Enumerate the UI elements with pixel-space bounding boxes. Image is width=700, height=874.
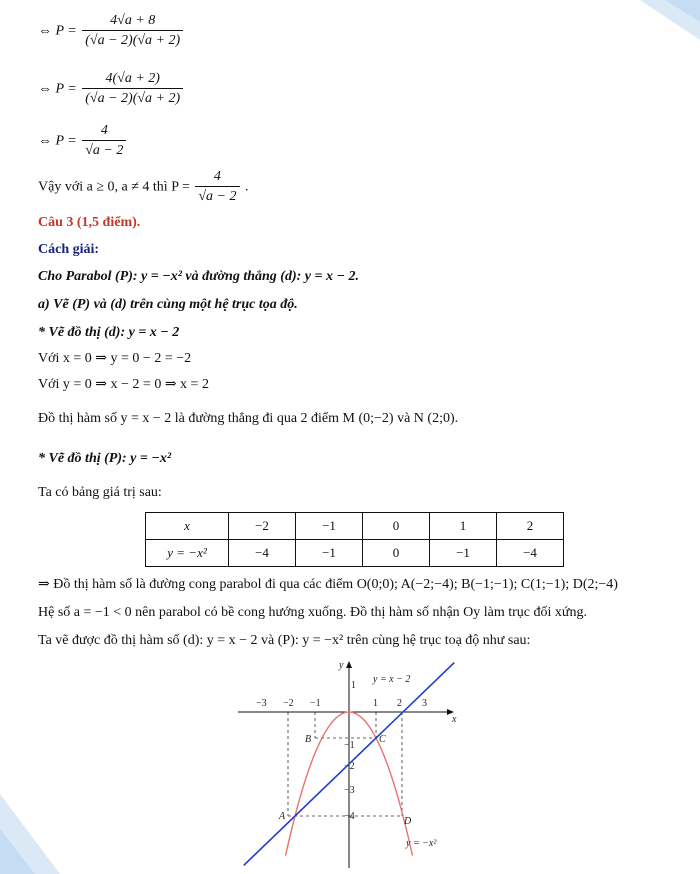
y-tick-label: −1 [344,740,355,751]
method-heading: Cách giải: [38,242,100,257]
table-header-y: y = −x² [146,540,229,567]
table-cell: −2 [229,513,296,540]
table-row-x [146,513,564,540]
line-graph-heading: * Vẽ đồ thị (d): y = x − 2 [38,325,180,340]
conclusion-text: Vậy với a ≥ 0, a ≠ 4 thì P = [38,179,190,195]
x-tick-label: 1 [373,698,378,709]
point-label-a: A [279,811,286,822]
value-table [145,512,564,567]
y-tick-label: −3 [344,785,355,796]
line-function-label: y = x − 2 [373,674,411,685]
point-label-c: C [379,734,386,745]
point-label-b: B [305,734,312,745]
fraction-numerator: 4(√a + 2) [82,70,183,89]
fraction-numerator: 4√a + 8 [82,12,183,31]
question-title: Câu 3 (1,5 điểm). [38,215,141,230]
equation-step-3 [38,122,128,161]
y-axis-arrow [346,661,352,668]
corner-decoration-top-right [610,0,700,40]
table-cell: 2 [497,513,564,540]
table-cell: −4 [229,540,296,567]
x-tick-label: 2 [397,698,402,709]
table-intro: Ta có bảng giá trị sau: [38,485,162,500]
problem-statement: Cho Parabol (P): y = −x² và đường thẳng (d): y = x − 2. [38,269,359,284]
fraction [82,122,126,161]
parabola-heading: * Vẽ đồ thị (P): y = −x² [38,451,172,466]
conclusion-period: . [245,179,249,195]
table-row-y [146,540,564,567]
part-a-heading: a) Vẽ (P) và (d) trên cùng một hệ trục tọa độ. [38,297,298,312]
equation-lhs: ⇔ P = [38,133,77,149]
table-cell: −1 [296,540,363,567]
table-cell: −1 [430,540,497,567]
x-tick-label: 3 [422,698,427,709]
x-tick-label: −3 [256,698,267,709]
line-point-2: Với y = 0 ⇒ x − 2 = 0 ⇒ x = 2 [38,377,209,392]
table-cell: 0 [363,540,430,567]
x-tick-label: −2 [283,698,294,709]
table-cell: −1 [296,513,363,540]
table-cell: −4 [497,540,564,567]
equation-step-2 [38,70,185,109]
fraction-denominator: √a − 2 [85,143,124,158]
fraction-numerator: 4 [82,122,126,141]
line-conclusion: Đồ thị hàm số y = x − 2 là đường thẳng đi qua 2 điểm M (0;−2) và N (2;0). [38,411,459,426]
fraction-denominator: (√a − 2)(√a + 2) [85,91,181,106]
equation-step-1 [38,12,185,51]
line-point-1: Với x = 0 ⇒ y = 0 − 2 = −2 [38,351,192,366]
table-cell: 1 [430,513,497,540]
coordinate-graph [232,656,472,872]
corner-decoration-bottom-left [0,794,60,874]
fraction-denominator: (√a − 2)(√a + 2) [85,33,181,48]
y-tick-label: 1 [351,680,356,691]
x-tick-label: −1 [310,698,321,709]
fraction [82,70,183,109]
equation-lhs: ⇔ P = [38,23,77,39]
fraction [82,12,183,51]
draw-intro-line: Ta vẽ được đồ thị hàm số (d): y = x − 2 và (P): y = −x² trên cùng hệ trục toạ độ như sau: [38,633,531,648]
parabola-function-label: y = −x² [406,838,437,849]
fraction-numerator: 4 [195,168,239,187]
y-axis-label: y [339,660,344,671]
coefficient-line: Hệ số a = −1 < 0 nên parabol có bề cong hướng xuống. Đồ thị hàm số nhận Oy làm trục đối xứng. [38,605,588,620]
fraction [195,168,239,207]
y-tick-label: −2 [344,761,355,772]
y-tick-label: −4 [344,811,355,822]
point-label-d: D [404,816,412,827]
parabola-points-line: ⇒ Đồ thị hàm số là đường cong parabol đi qua các điểm O(0;0); A(−2;−4); B(−1;−1); C(1;−1); D(2;−4) [38,577,618,592]
conclusion-line [38,168,249,207]
table-cell: 0 [363,513,430,540]
x-axis-label: x [452,714,457,725]
fraction-denominator: √a − 2 [198,189,237,204]
table-header-x: x [146,513,229,540]
equation-lhs: ⇔ P = [38,81,77,97]
